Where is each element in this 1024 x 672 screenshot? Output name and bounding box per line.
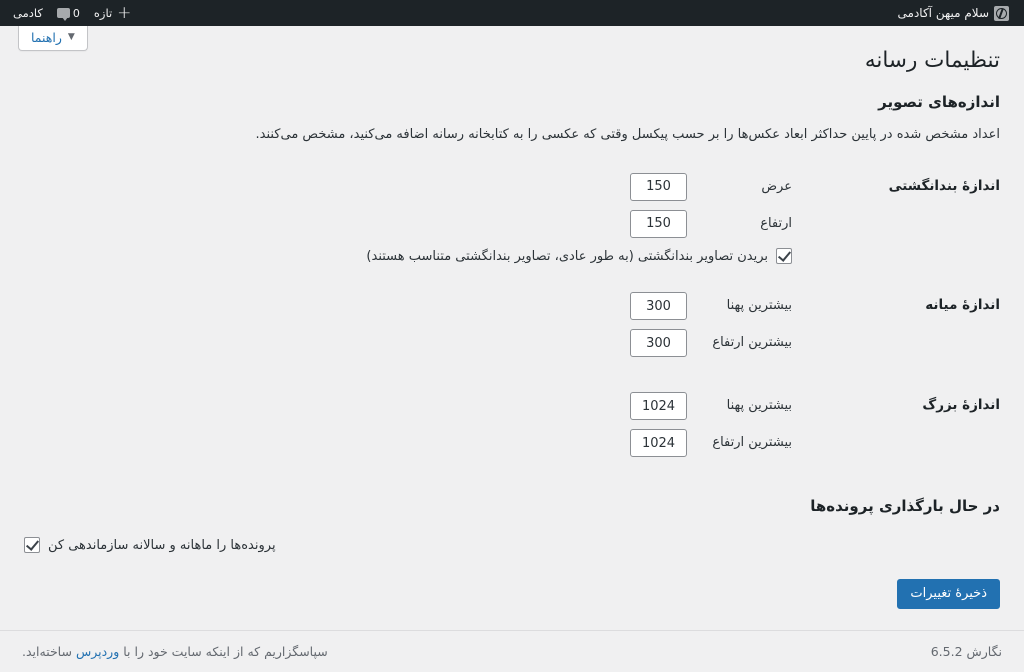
adminbar-comment-count: 0: [72, 6, 80, 20]
help-tab-button[interactable]: [18, 26, 88, 51]
table-row-medium: [22, 279, 1002, 379]
thumbnail-width-input[interactable]: [630, 173, 687, 201]
admin-bar-right-group: [891, 0, 1016, 26]
thumbnail-width-row: [32, 173, 792, 201]
admin-bar-left-group: [6, 0, 138, 26]
organize-uploads-checkbox[interactable]: [24, 537, 40, 553]
medium-fields: [22, 279, 802, 379]
screen-meta-links: [18, 26, 88, 51]
adminbar-site-name-label: سلام میهن آکادمی: [897, 6, 989, 20]
organize-uploads-label: پرونده‌ها را ماهانه و سالانه سازماندهی کن: [48, 537, 276, 553]
medium-max-height-row: [32, 329, 792, 357]
thumbnail-height-row: [32, 210, 792, 238]
uploading-files-heading: در حال بارگذاری پرونده‌ها: [810, 497, 1000, 516]
large-max-height-label: بیشترین ارتفاع: [712, 435, 792, 451]
footer: [0, 630, 1024, 672]
large-max-width-input[interactable]: [630, 392, 687, 420]
submit-area: [22, 579, 1002, 609]
chevron-down-icon: ▼: [67, 32, 75, 42]
help-tab-label: راهنما: [31, 30, 62, 45]
thumbnail-crop-row[interactable]: [32, 247, 792, 267]
thumbnail-row-label: اندازهٔ بندانگشتی: [888, 177, 1000, 194]
admin-bar: [0, 0, 1024, 26]
comment-bubble-icon: [57, 8, 70, 18]
footer-thanks: [22, 644, 328, 659]
adminbar-my-account[interactable]: [6, 0, 50, 26]
thumbnail-height-label: ارتفاع: [760, 215, 792, 231]
image-sizes-heading: اندازه‌های تصویر: [878, 92, 1000, 111]
thumbnail-fields: [22, 160, 802, 280]
footer-thanks-before: سپاسگزاریم که از اینکه سایت خود را با: [119, 644, 328, 659]
adminbar-new-content[interactable]: [87, 0, 139, 26]
large-max-width-row: [32, 392, 792, 420]
large-max-height-row: [32, 429, 792, 457]
medium-max-width-label: بیشترین پهنا: [726, 298, 792, 314]
medium-max-height-label: بیشترین ارتفاع: [712, 335, 792, 351]
image-sizes-description: اعداد مشخص شده در پایین حداکثر ابعاد عکس‌ها را بر حسب پیکسل وقتی که عکسی را به کتابخانه رسانه اضافه می‌کنید، مشخص می‌کنند.: [255, 126, 1000, 142]
table-row-large: [22, 379, 1002, 479]
organize-uploads-row[interactable]: [22, 537, 1002, 553]
wordpress-logo-icon: [994, 6, 1009, 21]
thumbnail-crop-label: بریدن تصاویر بندانگشتی (به طور عادی، تصاویر بندانگشتی متناسب هستند): [366, 248, 768, 264]
table-row-thumbnail: [22, 160, 1002, 280]
medium-max-width-row: [32, 292, 792, 320]
image-sizes-form-table: [22, 160, 1002, 480]
thumbnail-height-input[interactable]: [630, 210, 687, 238]
footer-thanks-after: ساخته‌اید.: [22, 644, 76, 659]
medium-max-width-input[interactable]: [630, 292, 687, 320]
footer-version: نگارش 6.5.2: [930, 644, 1002, 659]
adminbar-comments[interactable]: [50, 0, 87, 26]
adminbar-user-label: کادمی: [13, 6, 43, 20]
large-row-label: اندازهٔ بزرگ: [922, 397, 1000, 414]
page-title: تنظیمات رسانه: [864, 48, 1000, 73]
save-changes-button[interactable]: ذخیرهٔ تغییرات: [897, 579, 1000, 609]
large-max-width-label: بیشترین پهنا: [726, 398, 792, 414]
large-fields: [22, 379, 802, 479]
adminbar-site-name[interactable]: [891, 0, 1016, 26]
adminbar-new-label: تازه: [93, 6, 113, 20]
large-max-height-input[interactable]: [630, 429, 687, 457]
wordpress-link[interactable]: وردپرس: [75, 644, 120, 659]
main-content: [0, 26, 1024, 672]
thumbnail-crop-checkbox[interactable]: [776, 248, 792, 264]
medium-row-label: اندازهٔ میانه: [925, 297, 1000, 314]
medium-max-height-input[interactable]: [630, 329, 687, 357]
thumbnail-width-label: عرض: [761, 178, 792, 194]
plus-icon: +: [117, 2, 132, 23]
